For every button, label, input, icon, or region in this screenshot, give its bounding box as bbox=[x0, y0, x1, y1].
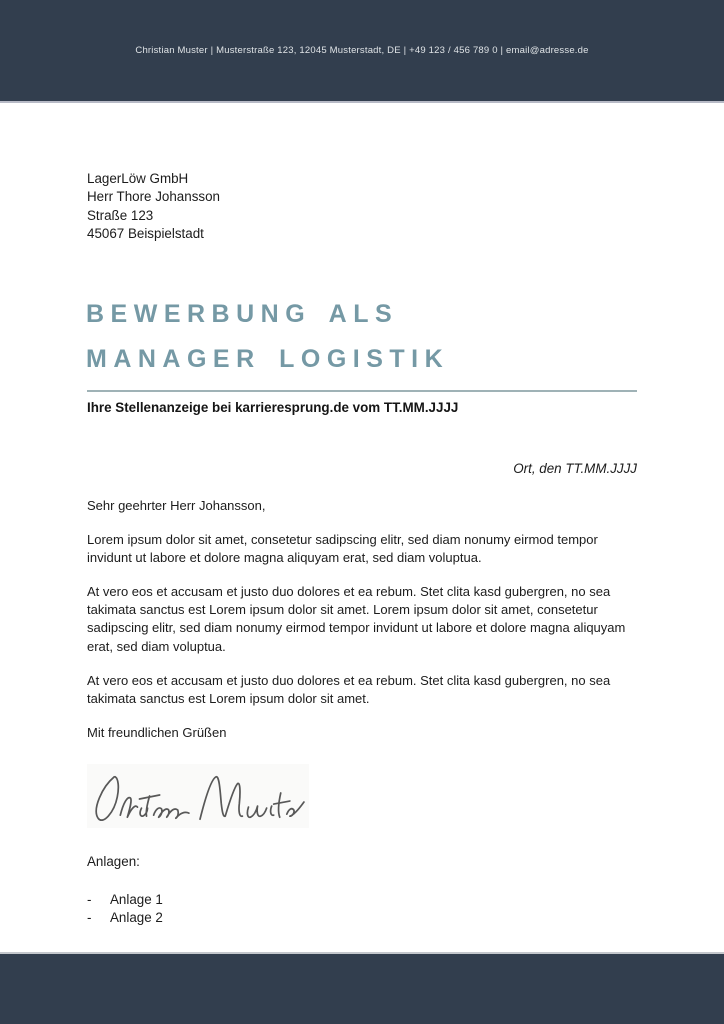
closing-phrase: Mit freundlichen Grüßen bbox=[87, 724, 227, 740]
salutation: Sehr geehrter Herr Johansson, bbox=[87, 498, 266, 513]
place-date-line: Ort, den TT.MM.JJJJ bbox=[513, 461, 637, 476]
attachment-bullet: - bbox=[87, 910, 92, 926]
recipient-address-block bbox=[87, 170, 220, 244]
attachment-bullet: - bbox=[87, 892, 92, 908]
attachment-label: Anlage 2 bbox=[110, 910, 163, 926]
attachments-title: Anlagen: bbox=[87, 854, 140, 869]
body-paragraph-2: At vero eos et accusam et justo duo dolores et ea rebum. Stet clita kasd gubergren, no sea takimata sanctus est Lorem ipsum dolor sit amet. Lorem ipsum dolor sit amet, consetetur sadipscing elitr, sed diam nonumy eirmod tempor invidunt ut labore et dolore magna aliquyam erat, sed diam voluptua. bbox=[87, 584, 626, 654]
recipient-street: Straße 123 bbox=[87, 207, 154, 223]
headline-line-1: BEWERBUNG ALS bbox=[86, 300, 399, 328]
attachment-item bbox=[87, 891, 163, 909]
headline-divider bbox=[87, 390, 637, 392]
recipient-city: 45067 Beispielstadt bbox=[87, 226, 204, 242]
subject-line: Ihre Stellenanzeige bei karrieresprung.de vom TT.MM.JJJJ bbox=[87, 400, 459, 415]
footer-band bbox=[0, 952, 724, 1024]
application-headline bbox=[86, 301, 449, 373]
recipient-company: LagerLöw GmbH bbox=[87, 171, 189, 186]
header-contact-line: Christian Muster | Musterstraße 123, 12045 Musterstadt, DE | +49 123 / 456 789 0 | email@adresse.de bbox=[135, 45, 589, 56]
body-paragraph-1: Lorem ipsum dolor sit amet, consetetur sadipscing elitr, sed diam nonumy eirmod tempor invidunt ut labore et dolore magna aliquyam erat, sed diam voluptua. bbox=[87, 532, 598, 566]
attachments-section bbox=[87, 853, 163, 928]
attachment-label: Anlage 1 bbox=[110, 892, 163, 908]
header-band bbox=[0, 0, 724, 103]
letter-body bbox=[87, 497, 645, 758]
signature-strokes-image bbox=[87, 764, 309, 828]
recipient-contact-person: Herr Thore Johansson bbox=[87, 189, 220, 205]
handwritten-signature bbox=[87, 764, 309, 828]
headline-line-2: MANAGER LOGISTIK bbox=[86, 345, 450, 373]
attachment-item bbox=[87, 909, 163, 927]
body-paragraph-3: At vero eos et accusam et justo duo dolores et ea rebum. Stet clita kasd gubergren, no sea takimata sanctus est Lorem ipsum dolor sit amet. bbox=[87, 672, 611, 706]
